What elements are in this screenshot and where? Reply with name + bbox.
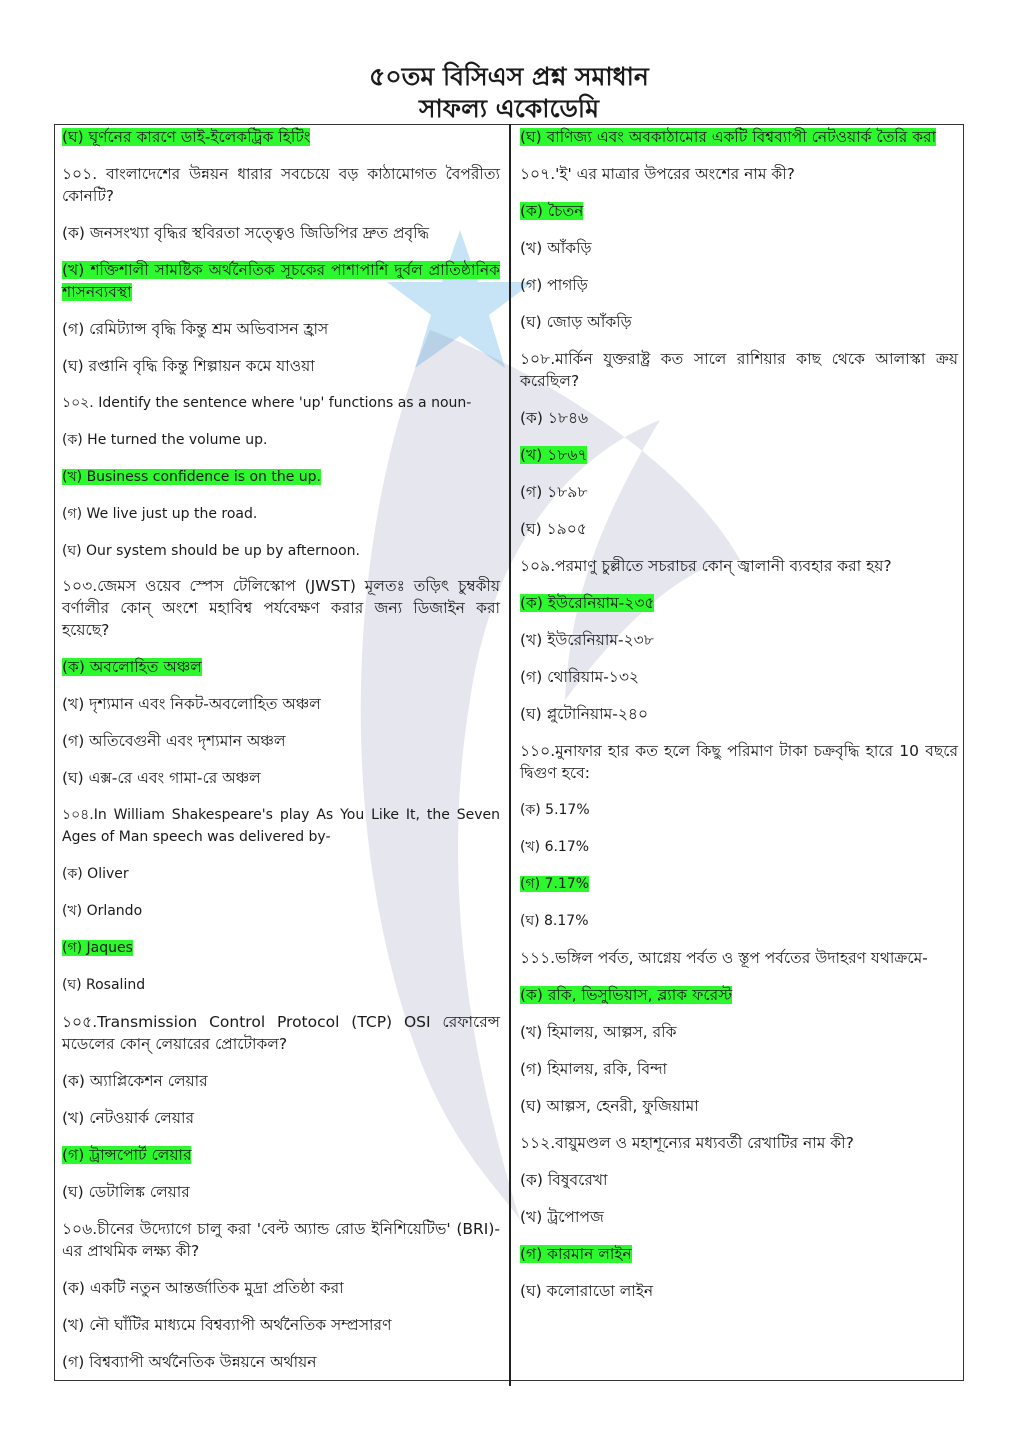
answer-correct: (গ) 7.17% [520, 876, 590, 892]
answer-correct: (ক) অবলোহিত অঞ্চল [62, 658, 202, 676]
answer-correct: (গ) কারমান লাইন [520, 1245, 632, 1263]
right-column [520, 126, 958, 1302]
option: (খ) Orlando [62, 903, 143, 919]
answer-correct: (খ) শক্তিশালী সামষ্টিক অর্থনৈতিক সূচকের পাশাপাশি দুর্বল প্রাতিষ্ঠানিক শাসনব্যবস্থা [62, 261, 500, 301]
answer-correct: (ঘ) বাণিজ্য এবং অবকাঠামোর একটি বিশ্বব্যাপী নেটওয়ার্ক তৈরি করা [520, 128, 937, 146]
question-104: ১০৪.In William Shakespeare's play As You Like It, the Seven Ages of Man speech was delivered by- [62, 807, 500, 845]
option: (খ) দৃশ্যমান এবং নিকট-অবলোহিত অঞ্চল [62, 695, 321, 713]
option: (গ) পাগড়ি [520, 276, 588, 294]
answer-correct: (খ) Business confidence is on the up. [62, 469, 321, 485]
option: (ঘ) রপ্তানি বৃদ্ধি কিন্তু শিল্পায়ন কমে যাওয়া [62, 357, 315, 375]
option: (ঘ) Rosalind [62, 977, 146, 993]
option: (গ) ১৮৯৮ [520, 483, 588, 501]
question-105: ১০৫.Transmission Control Protocol (TCP) OSI রেফারেন্স মডেলের কোন্ লেয়ারের প্রোটোকল? [62, 1013, 500, 1053]
option: (গ) রেমিট্যান্স বৃদ্ধি কিন্তু শ্রম অভিবাসন হ্রাস [62, 320, 329, 338]
option: (গ) অতিবেগুনী এবং দৃশ্যমান অঞ্চল [62, 732, 286, 750]
option: (খ) হিমালয়, আল্পস, রকি [520, 1023, 677, 1041]
left-column [62, 126, 500, 1373]
question-102: ১০২. Identify the sentence where 'up' functions as a noun- [62, 395, 472, 411]
option: (ঘ) এক্স-রে এবং গামা-রে অঞ্চল [62, 769, 261, 787]
option: (গ) We live just up the road. [62, 506, 258, 522]
option: (ঘ) প্লুটোনিয়াম-২৪০ [520, 705, 649, 723]
question-109: ১০৯.পরমাণু চুল্লীতে সচরাচর কোন্ জ্বালানী ব্যবহার করা হয়? [520, 557, 892, 575]
question-106: ১০৬.চীনের উদ্যোগে চালু করা 'বেল্ট অ্যান্ড রোড ইনিশিয়েটিভ' (BRI)-এর প্রাথমিক লক্ষ্য কী? [62, 1220, 500, 1260]
page-title: ৫০তম বিসিএস প্রশ্ন সমাধান [369, 62, 649, 91]
option: (ঘ) জোড় আঁকড়ি [520, 313, 632, 331]
answer-correct: (ঘ) ঘূর্ণনের কারণে ডাই-ইলেকট্রিক হিটিং [62, 128, 311, 146]
option: (খ) 6.17% [520, 839, 590, 855]
option: (ঘ) Our system should be up by afternoon. [62, 543, 360, 559]
option: (ঘ) আল্পস, হেনরী, ফুজিয়ামা [520, 1097, 699, 1115]
option: (ঘ) 8.17% [520, 913, 589, 929]
question-108: ১০৮.মার্কিন যুক্তরাষ্ট্র কত সালে রাশিয়ার কাছ থেকে আলাস্কা ক্রয় করেছিল? [520, 350, 958, 390]
option: (গ) বিশ্বব্যাপী অর্থনৈতিক উন্নয়নে অর্থায়ন [62, 1353, 317, 1371]
option: (খ) ইউরেনিয়াম-২৩৮ [520, 631, 654, 649]
answer-correct: (গ) ট্রান্সপোর্ট লেয়ার [62, 1146, 192, 1164]
question-112: ১১২.বায়ুমণ্ডল ও মহাশূন্যের মধ্যবর্তী রেখাটির নাম কী? [520, 1134, 854, 1152]
option: (গ) থোরিয়াম-১৩২ [520, 668, 640, 686]
option: (ক) Oliver [62, 866, 129, 882]
column-divider [509, 124, 511, 1386]
question-103: ১০৩.জেমস ওয়েব স্পেস টেলিস্কোপ (JWST) মূলতঃ তড়িৎ চুম্বকীয় বর্ণালীর কোন্ অংশে মহাবিশ্ব পর্যবেক্ষণ করার জন্য ডিজাইন করা হয়েছে? [62, 577, 500, 639]
option: (ঘ) কলোরাডো লাইন [520, 1282, 654, 1300]
option: (খ) ট্রপোপজ [520, 1208, 604, 1226]
answer-correct: (ক) চৈতন [520, 202, 584, 220]
option: (ক) জনসংখ্যা বৃদ্ধির স্থবিরতা সত্ত্বেও জিডিপির দ্রুত প্রবৃদ্ধি [62, 224, 429, 242]
answer-correct: (খ) ১৮৬৭ [520, 446, 588, 464]
option: (ঘ) ডেটালিঙ্ক লেয়ার [62, 1183, 190, 1201]
option: (ক) একটি নতুন আন্তর্জাতিক মুদ্রা প্রতিষ্ঠা করা [62, 1279, 344, 1297]
answer-correct: (ক) রকি, ভিসুভিয়াস, ব্ল্যাক ফরেস্ট [520, 986, 733, 1004]
option: (ক) 5.17% [520, 802, 590, 818]
option: (ক) অ্যাপ্লিকেশন লেয়ার [62, 1072, 208, 1090]
option: (ঘ) ১৯০৫ [520, 520, 587, 538]
option: (খ) নেটওয়ার্ক লেয়ার [62, 1109, 194, 1127]
question-110: ১১০.মুনাফার হার কত হলে কিছু পরিমাণ টাকা চক্রবৃদ্ধি হারে 10 বছরে দ্বিগুণ হবে: [520, 742, 958, 782]
option: (গ) হিমালয়, রকি, বিন্দা [520, 1060, 668, 1078]
option: (খ) আঁকড়ি [520, 239, 592, 257]
page-header [0, 60, 1018, 124]
question-101: ১০১. বাংলাদেশের উন্নয়ন ধারার সবচেয়ে বড় কাঠামোগত বৈপরীত্য কোনটি? [62, 165, 500, 205]
option: (ক) He turned the volume up. [62, 432, 268, 448]
option: (ক) বিষুবরেখা [520, 1171, 608, 1189]
answer-correct: (গ) Jaques [62, 940, 133, 956]
page-subtitle: সাফল্য একোডেমি [419, 94, 599, 123]
option: (খ) নৌ ঘাঁটির মাধ্যমে বিশ্বব্যাপী অর্থনৈতিক সম্প্রসারণ [62, 1316, 392, 1334]
option: (ক) ১৮৪৬ [520, 409, 589, 427]
question-107: ১০৭.'ই' এর মাত্রার উপরের অংশের নাম কী? [520, 165, 795, 183]
question-111: ১১১.ভঙ্গিল পর্বত, আগ্নেয় পর্বত ও স্তূপ পর্বতের উদাহরণ যথাক্রমে- [520, 949, 928, 967]
answer-correct: (ক) ইউরেনিয়াম-২৩৫ [520, 594, 655, 612]
